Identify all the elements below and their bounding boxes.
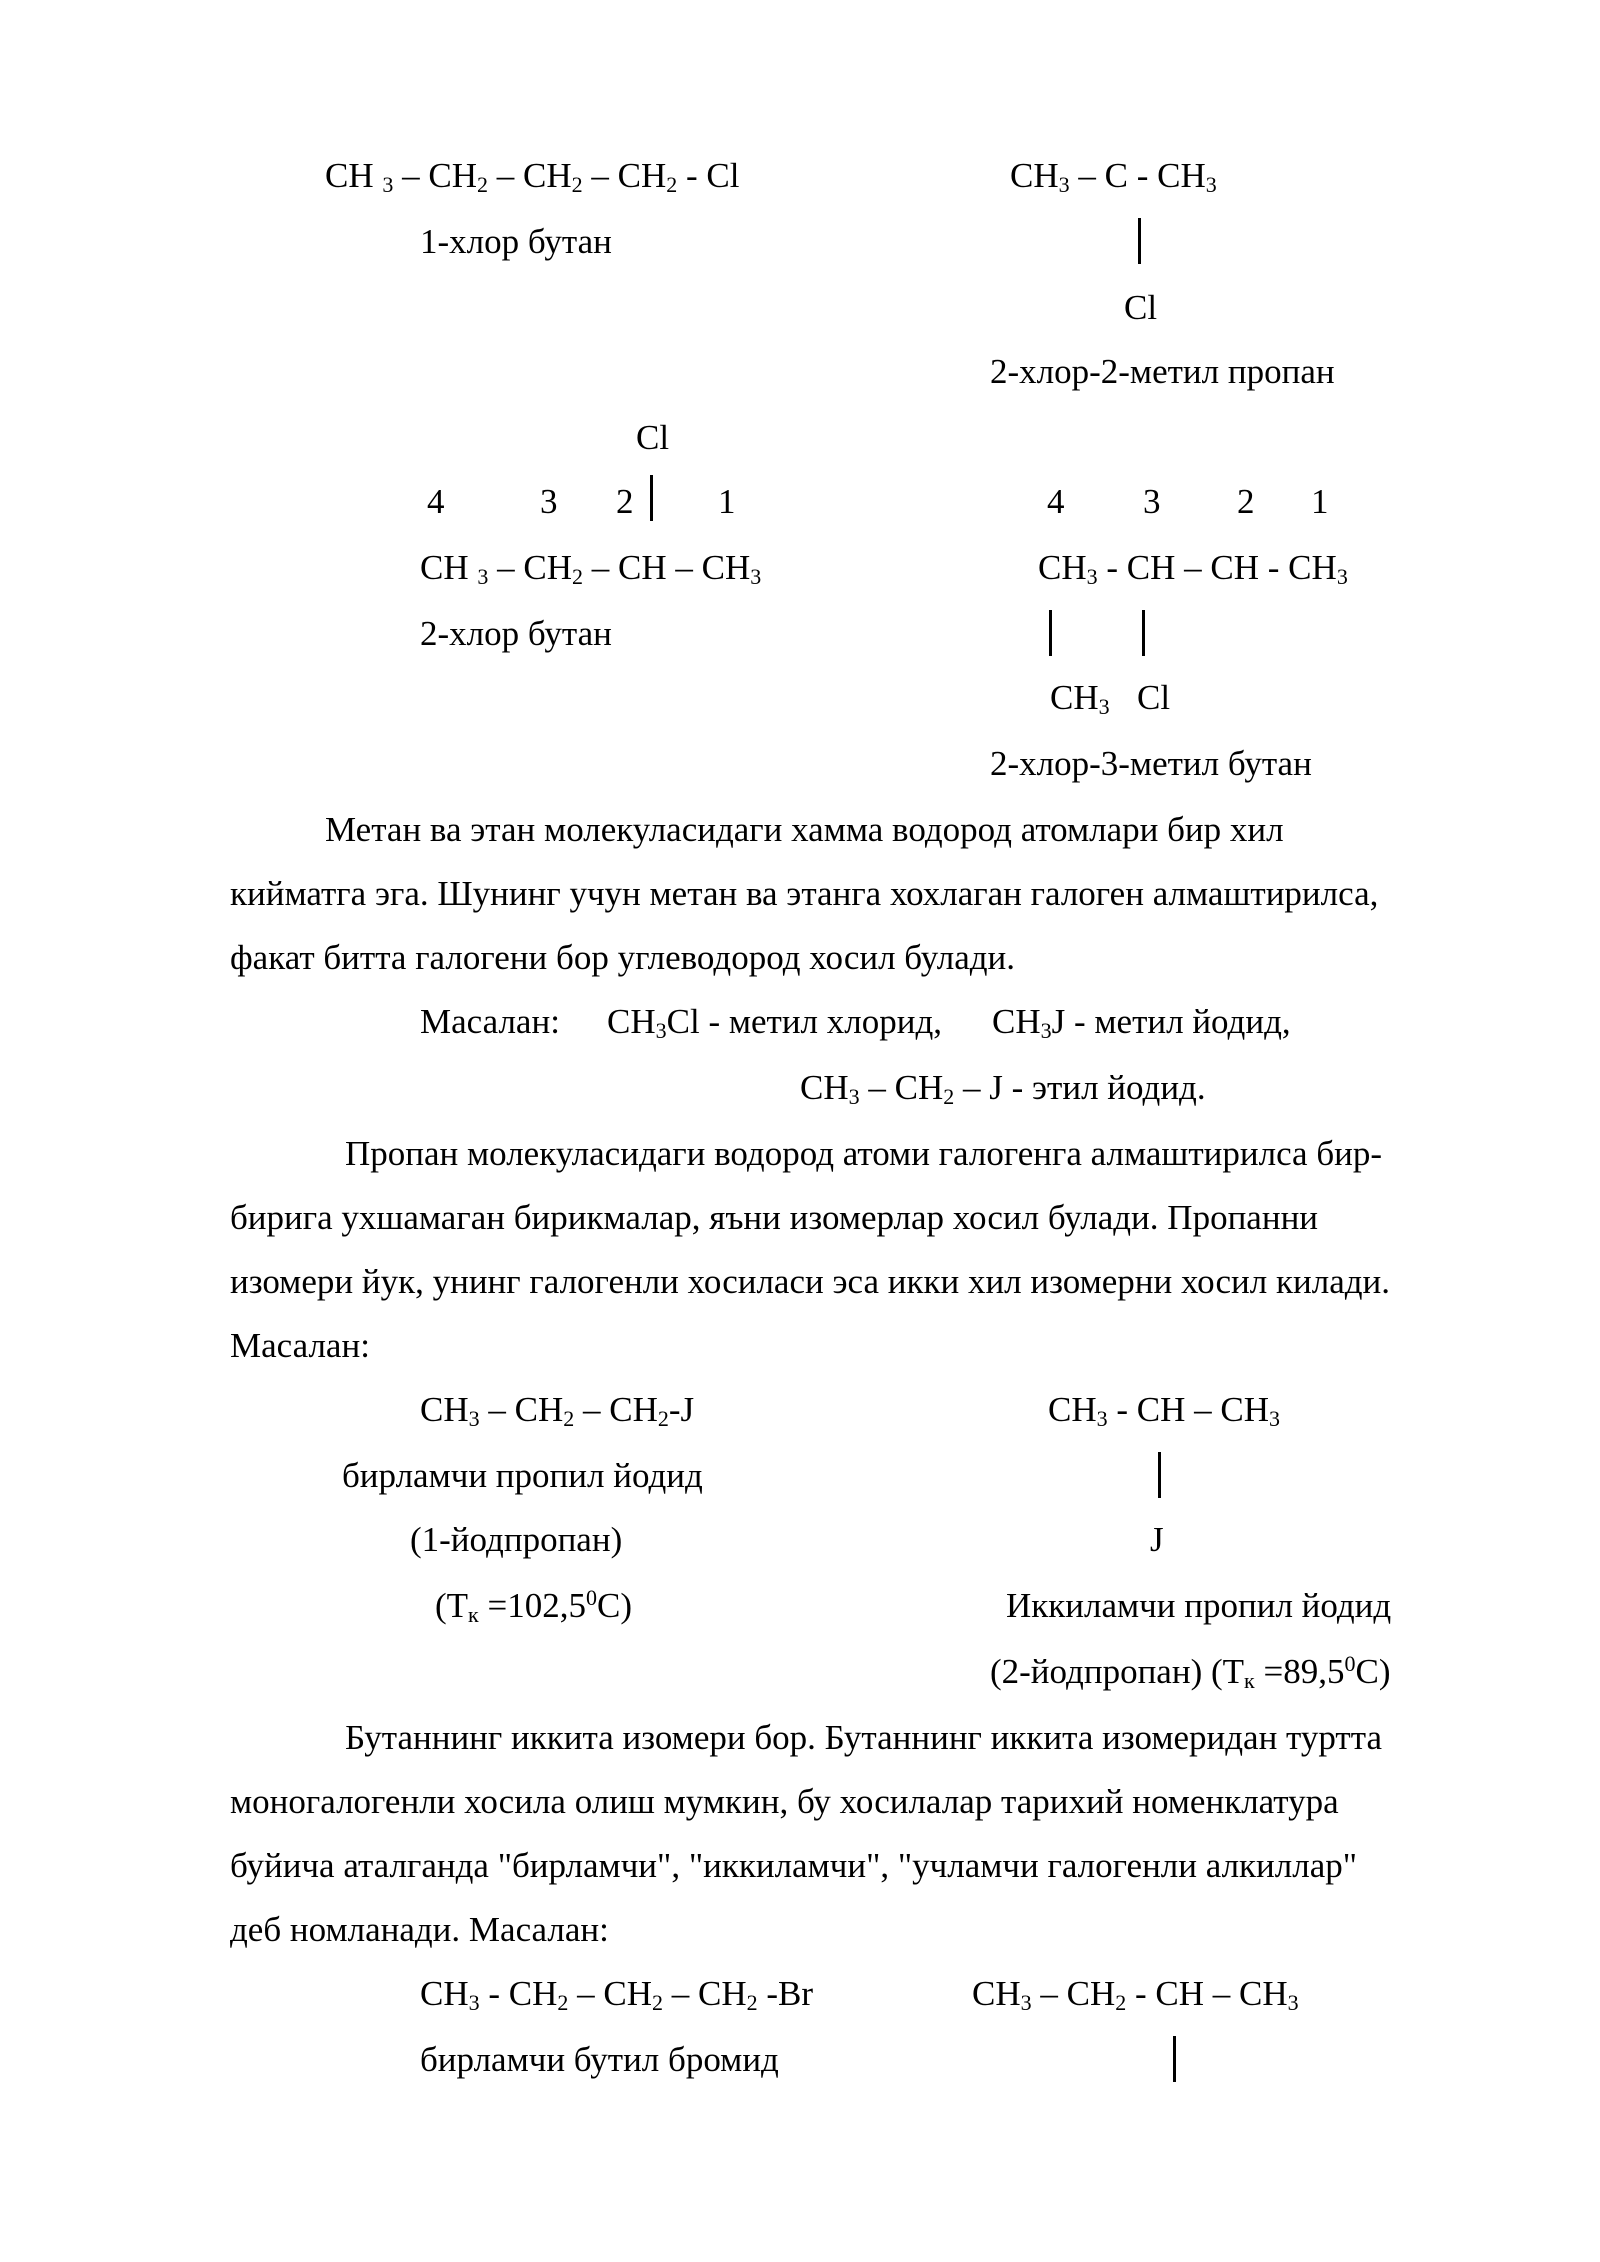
bond-line: [1173, 2036, 1176, 2082]
paragraph-line: бирига ухшамаган бирикмалар, яъни изомерлар хосил булади. Пропанни: [230, 1198, 1319, 1237]
name-2-chloro-2-methylpropane: 2-хлор-2-метил пропан: [990, 352, 1335, 391]
example-label: Масалан:: [420, 1002, 560, 1041]
paragraph-line: кийматга эга. Шунинг учун метан ва этанга хохлаган галоген алмаштирилса,: [230, 874, 1379, 913]
formula-secondary-butyl: $CH_3 - CH_2$ - CH – $CH_3$: [972, 1974, 1299, 2015]
paragraph-line: буйича аталганда "бирламчи", "иккиламчи", "учламчи галогенли алкиллар": [230, 1846, 1358, 1885]
bond-line: [1158, 1452, 1161, 1498]
name-primary-butyl-bromide: бирламчи бутил бромид: [420, 2040, 779, 2079]
carbon-number-4: 4: [1047, 482, 1065, 521]
name-primary-propyl-iodide: бирламчи пропил йодид: [342, 1456, 703, 1495]
paragraph-line: Пропан молекуласидаги водород атоми галогенга алмаштирилса бир-: [345, 1134, 1383, 1173]
branch-j: J: [1150, 1520, 1164, 1559]
carbon-number-2: 2: [1237, 482, 1255, 521]
formula-methyl-chloride: $CH_3Cl$ - метил хлорид,: [607, 1002, 943, 1043]
bond-line: [1049, 610, 1052, 656]
formula-1-iodopropane: $CH_3 - CH_2 - CH_2-J$: [420, 1390, 695, 1431]
formula-methyl-iodide: $CH_3J$ - метил йодид,: [992, 1002, 1291, 1043]
carbon-number-1: 1: [1311, 482, 1329, 521]
carbon-number-2: 2: [616, 482, 634, 521]
paragraph-line: изомери йук, унинг галогенли хосиласи эса икки хил изомерни хосил килади.: [230, 1262, 1391, 1301]
paragraph-line: деб номланади. Масалан:: [230, 1910, 609, 1949]
formula-primary-butyl-bromide: $CH_3 - CH_2 - CH_2 - CH_2$ -Br: [420, 1974, 814, 2015]
formula-2-iodopropane: $CH_3$ - CH – $CH_3$: [1048, 1390, 1281, 1431]
formula-2-chloro-2-methylpropane: $CH_3$ – C - $CH_3$: [1010, 156, 1217, 197]
formula-1-chlorobutane: CH $_3 - CH_2 - CH_2 - CH_2$ - Cl: [325, 156, 740, 197]
paragraph-line: факат битта галогени бор углеводород хосил булади.: [230, 938, 1016, 977]
paragraph-propane: [230, 1122, 1488, 1378]
carbon-number-4: 4: [427, 482, 445, 521]
formula-2-chloro-3-methylbutane: $CH_3$ - CH – CH - $CH_3$: [1038, 548, 1348, 589]
branch-cl: Cl: [1137, 678, 1171, 717]
paragraph-methane-ethane: [230, 798, 1488, 990]
paragraph-line: Бутаннинг иккита изомери бор. Бутаннинг иккита изомеридан туртта: [345, 1718, 1382, 1757]
name-1-chlorobutane: 1-хлор бутан: [420, 222, 612, 261]
paragraph-line: Масалан:: [230, 1326, 370, 1365]
carbon-number-3: 3: [1143, 482, 1161, 521]
branch-ch3: $CH_3$: [1050, 678, 1110, 719]
branch-cl: Cl: [1124, 288, 1158, 327]
formula-ethyl-iodide: $CH_3 - CH_2$ – J - этил йодид.: [800, 1068, 1206, 1109]
paragraph-line: Метан ва этан молекуласидаги хамма водород атомлари бир хил: [325, 810, 1284, 849]
bond-line: [650, 475, 653, 521]
branch-cl-top: Cl: [636, 418, 670, 457]
iupac-2-iodopropane: (2-йодпропан) $(T_к =89,5^0C)$: [990, 1651, 1391, 1693]
name-2-chlorobutane: 2-хлор бутан: [420, 614, 612, 653]
paragraph-line: моногалогенли хосила олиш мумкин, бу хосилалар тарихий номенклатура: [230, 1782, 1339, 1821]
iupac-1-iodopropane: (1-йодпропан): [410, 1520, 623, 1559]
bond-line: [1138, 218, 1141, 264]
paragraph-butane: [230, 1706, 1488, 1962]
carbon-number-1: 1: [718, 482, 736, 521]
formula-2-chlorobutane: CH $_3 - CH_2$ – CH – $CH_3$: [420, 548, 762, 589]
name-2-chloro-3-methylbutane: 2-хлор-3-метил бутан: [990, 744, 1312, 783]
boiling-point-primary: $(T_к =102,5^0C)$: [435, 1585, 632, 1627]
name-secondary-propyl-iodide: Иккиламчи пропил йодид: [1006, 1586, 1392, 1625]
carbon-number-3: 3: [540, 482, 558, 521]
bond-line: [1142, 610, 1145, 656]
